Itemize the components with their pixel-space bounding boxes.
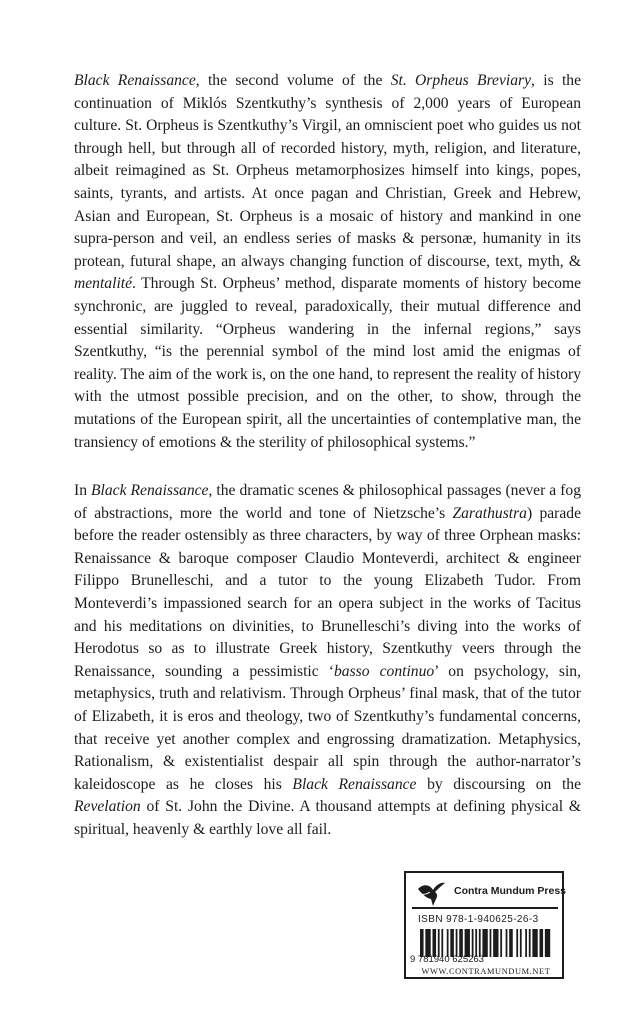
barcode-bar (456, 929, 458, 957)
barcode-bar (441, 929, 443, 957)
description-paragraph-1 (74, 70, 581, 454)
barcode-bar (450, 929, 454, 957)
barcode-bar (506, 929, 508, 957)
book-title: Black Renaissance (292, 775, 417, 793)
publisher-name: Contra Mundum Press (454, 885, 567, 897)
barcode-bar (493, 929, 498, 957)
description-paragraph-2 (74, 480, 581, 842)
barcode-bar (509, 929, 513, 957)
book-title: Black Renaissance (91, 482, 209, 499)
text-run: . Through St. Orpheus’ method, disparate moments of history become synchronic, are juggled to reveal, paradoxically, their mutual difference and essential similarity. “Orpheus wandering in the infernal regions,” says Szentkuthy, “is the perennial symbol of the mind lost amid the enigmas of reality. The aim of the work is, on the one hand, to represent the reality of history with the utmost possible precision, and on the other, to show, through the mutations of the European spirit, all the uncertainties of contemplative man, the transiency of emotions & the sterility of philosophical systems.” (74, 275, 581, 451)
bird-logo-icon (416, 879, 446, 907)
barcode-bar (465, 929, 470, 957)
barcode-bar (447, 929, 449, 957)
italic-term: Zarathustra (452, 504, 527, 522)
barcode-bar (500, 929, 502, 957)
italic-term: mentalité (74, 275, 133, 293)
barcode-bar (459, 929, 463, 957)
publisher-row (412, 877, 567, 909)
text-run: , the dramatic scenes & philosophical passages (never a fog of abstractions, more the world and tone of Nietzsche’s (74, 482, 582, 522)
book-title: Black Renaissance (74, 72, 196, 89)
barcode-bar (529, 929, 531, 957)
barcode-bar (520, 929, 522, 957)
barcode-bar (420, 929, 424, 957)
text-run: ) parade before the reader ostensibly as three characters, by way of three Orphean masks: Renaissance & baroque composer Claudio Monteverdi, architect & engineer Filippo Brunelleschi, and a tutor to the young Elizabeth Tudor. From Monteverdi’s impassioned search for an opera subject in the works of Tacitus and his meditations on divinities, to Brunelleschi’s diving into the works of Herodotus so as to illustrate Greek history, Szentkuthy veers through the Renaissance, sounding a pessimistic ‘ (74, 504, 581, 680)
barcode-digits: 9 781940 625263 (410, 954, 484, 965)
text-run: ’ on psychology, sin, metaphysics, truth and relativism. Through Orpheus’ final mask, that of the tutor of Elizabeth, it is eros and theology, two of Szentkuthy’s fundamental concerns, that receive yet another complex and engrossing dramatization. Metaphysics, Rationalism, & existentialist despair all spin through the author-narrator’s kaleidoscope as he closes his (74, 662, 581, 793)
barcode-bar (525, 929, 527, 957)
barcode-bar (425, 929, 430, 957)
italic-term: Revelation (74, 798, 141, 816)
text-run: of St. John the Divine. A thousand attempts at defining physical & spiritual, heavenly & earthly love all fail. (74, 798, 581, 838)
text-run: , the second volume of the (195, 72, 391, 89)
barcode-bar (438, 929, 440, 957)
barcode-bar (540, 929, 544, 957)
barcode-bar (545, 929, 550, 957)
publisher-website: WWW.CONTRAMUNDUM.NET (421, 967, 551, 976)
barcode-bar (472, 929, 474, 957)
barcode-bar (475, 929, 477, 957)
barcode-bar (490, 929, 492, 957)
text-run: In (74, 482, 92, 499)
isbn-barcode-box (404, 871, 567, 979)
isbn-number: ISBN 978-1-940625-26-3 (418, 914, 539, 925)
series-title: St. Orpheus Breviary (390, 72, 532, 89)
text-run: , is the continuation of Miklós Szentkuthy’s synthesis of 2,000 years of European culture. St. Orpheus is Szentkuthy’s Virgil, an omniscient poet who guides us not through hell, but through all of recorded history, myth, religion, and literature, albeit reimagined as St. Orpheus metamorphosizes himself into kings, popes, saints, tyrants, and artists. At once pagan and Christian, Greek and Hebrew, Asian and European, St. Orpheus is a mosaic of history and mankind in one supra-person and veil, an endless series of masks & personæ, humanity in its protean, futural shape, an always changing function of discourse, text, myth, & (74, 72, 581, 270)
text-run: by discoursing on the (416, 775, 582, 793)
barcode-bar (516, 929, 518, 957)
barcode-bar (432, 929, 436, 957)
barcode-image (420, 929, 552, 957)
italic-term: basso continuo (333, 662, 435, 680)
barcode-bar (482, 929, 487, 957)
barcode-bar (479, 929, 481, 957)
barcode-bar (532, 929, 537, 957)
